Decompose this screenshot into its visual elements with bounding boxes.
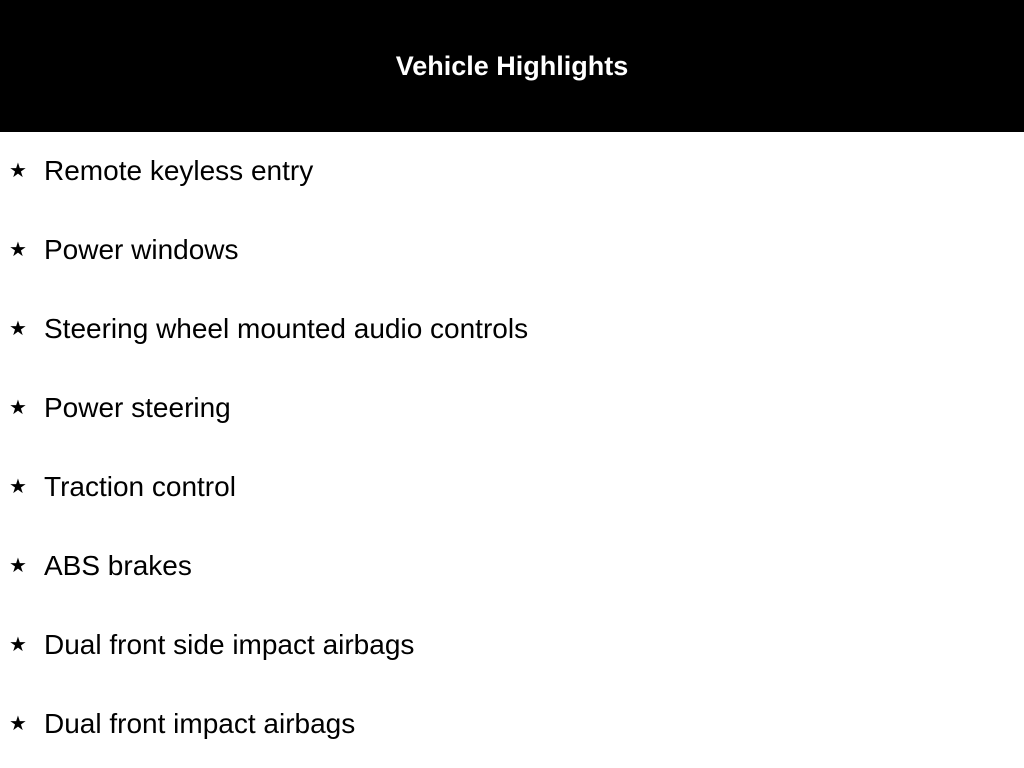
list-item xyxy=(0,393,1024,472)
list-item-label: ABS brakes xyxy=(44,550,192,581)
star-icon: ★ xyxy=(9,632,27,656)
list-item xyxy=(0,551,1024,630)
star-icon: ★ xyxy=(9,237,27,261)
page-title: Vehicle Highlights xyxy=(395,50,629,81)
list-item-label: Traction control xyxy=(44,471,236,502)
list-item xyxy=(0,235,1024,314)
list-item-label: Dual front side impact airbags xyxy=(44,629,415,660)
list-item xyxy=(0,156,1024,235)
page-header xyxy=(0,0,1024,132)
star-icon: ★ xyxy=(9,158,27,182)
star-icon: ★ xyxy=(9,711,27,735)
list-item-label: Steering wheel mounted audio controls xyxy=(44,313,529,344)
star-icon: ★ xyxy=(9,395,27,419)
list-item-label: Power windows xyxy=(44,234,239,265)
list-item xyxy=(0,314,1024,393)
star-icon: ★ xyxy=(9,474,27,498)
star-icon: ★ xyxy=(9,316,27,340)
list-item-label: Power steering xyxy=(44,392,231,423)
list-item-label: Dual front impact airbags xyxy=(44,708,356,739)
highlights-list xyxy=(0,156,1024,768)
list-item xyxy=(0,472,1024,551)
star-icon: ★ xyxy=(9,553,27,577)
list-item-label: Remote keyless entry xyxy=(44,155,314,186)
list-item xyxy=(0,709,1024,768)
list-item xyxy=(0,630,1024,709)
